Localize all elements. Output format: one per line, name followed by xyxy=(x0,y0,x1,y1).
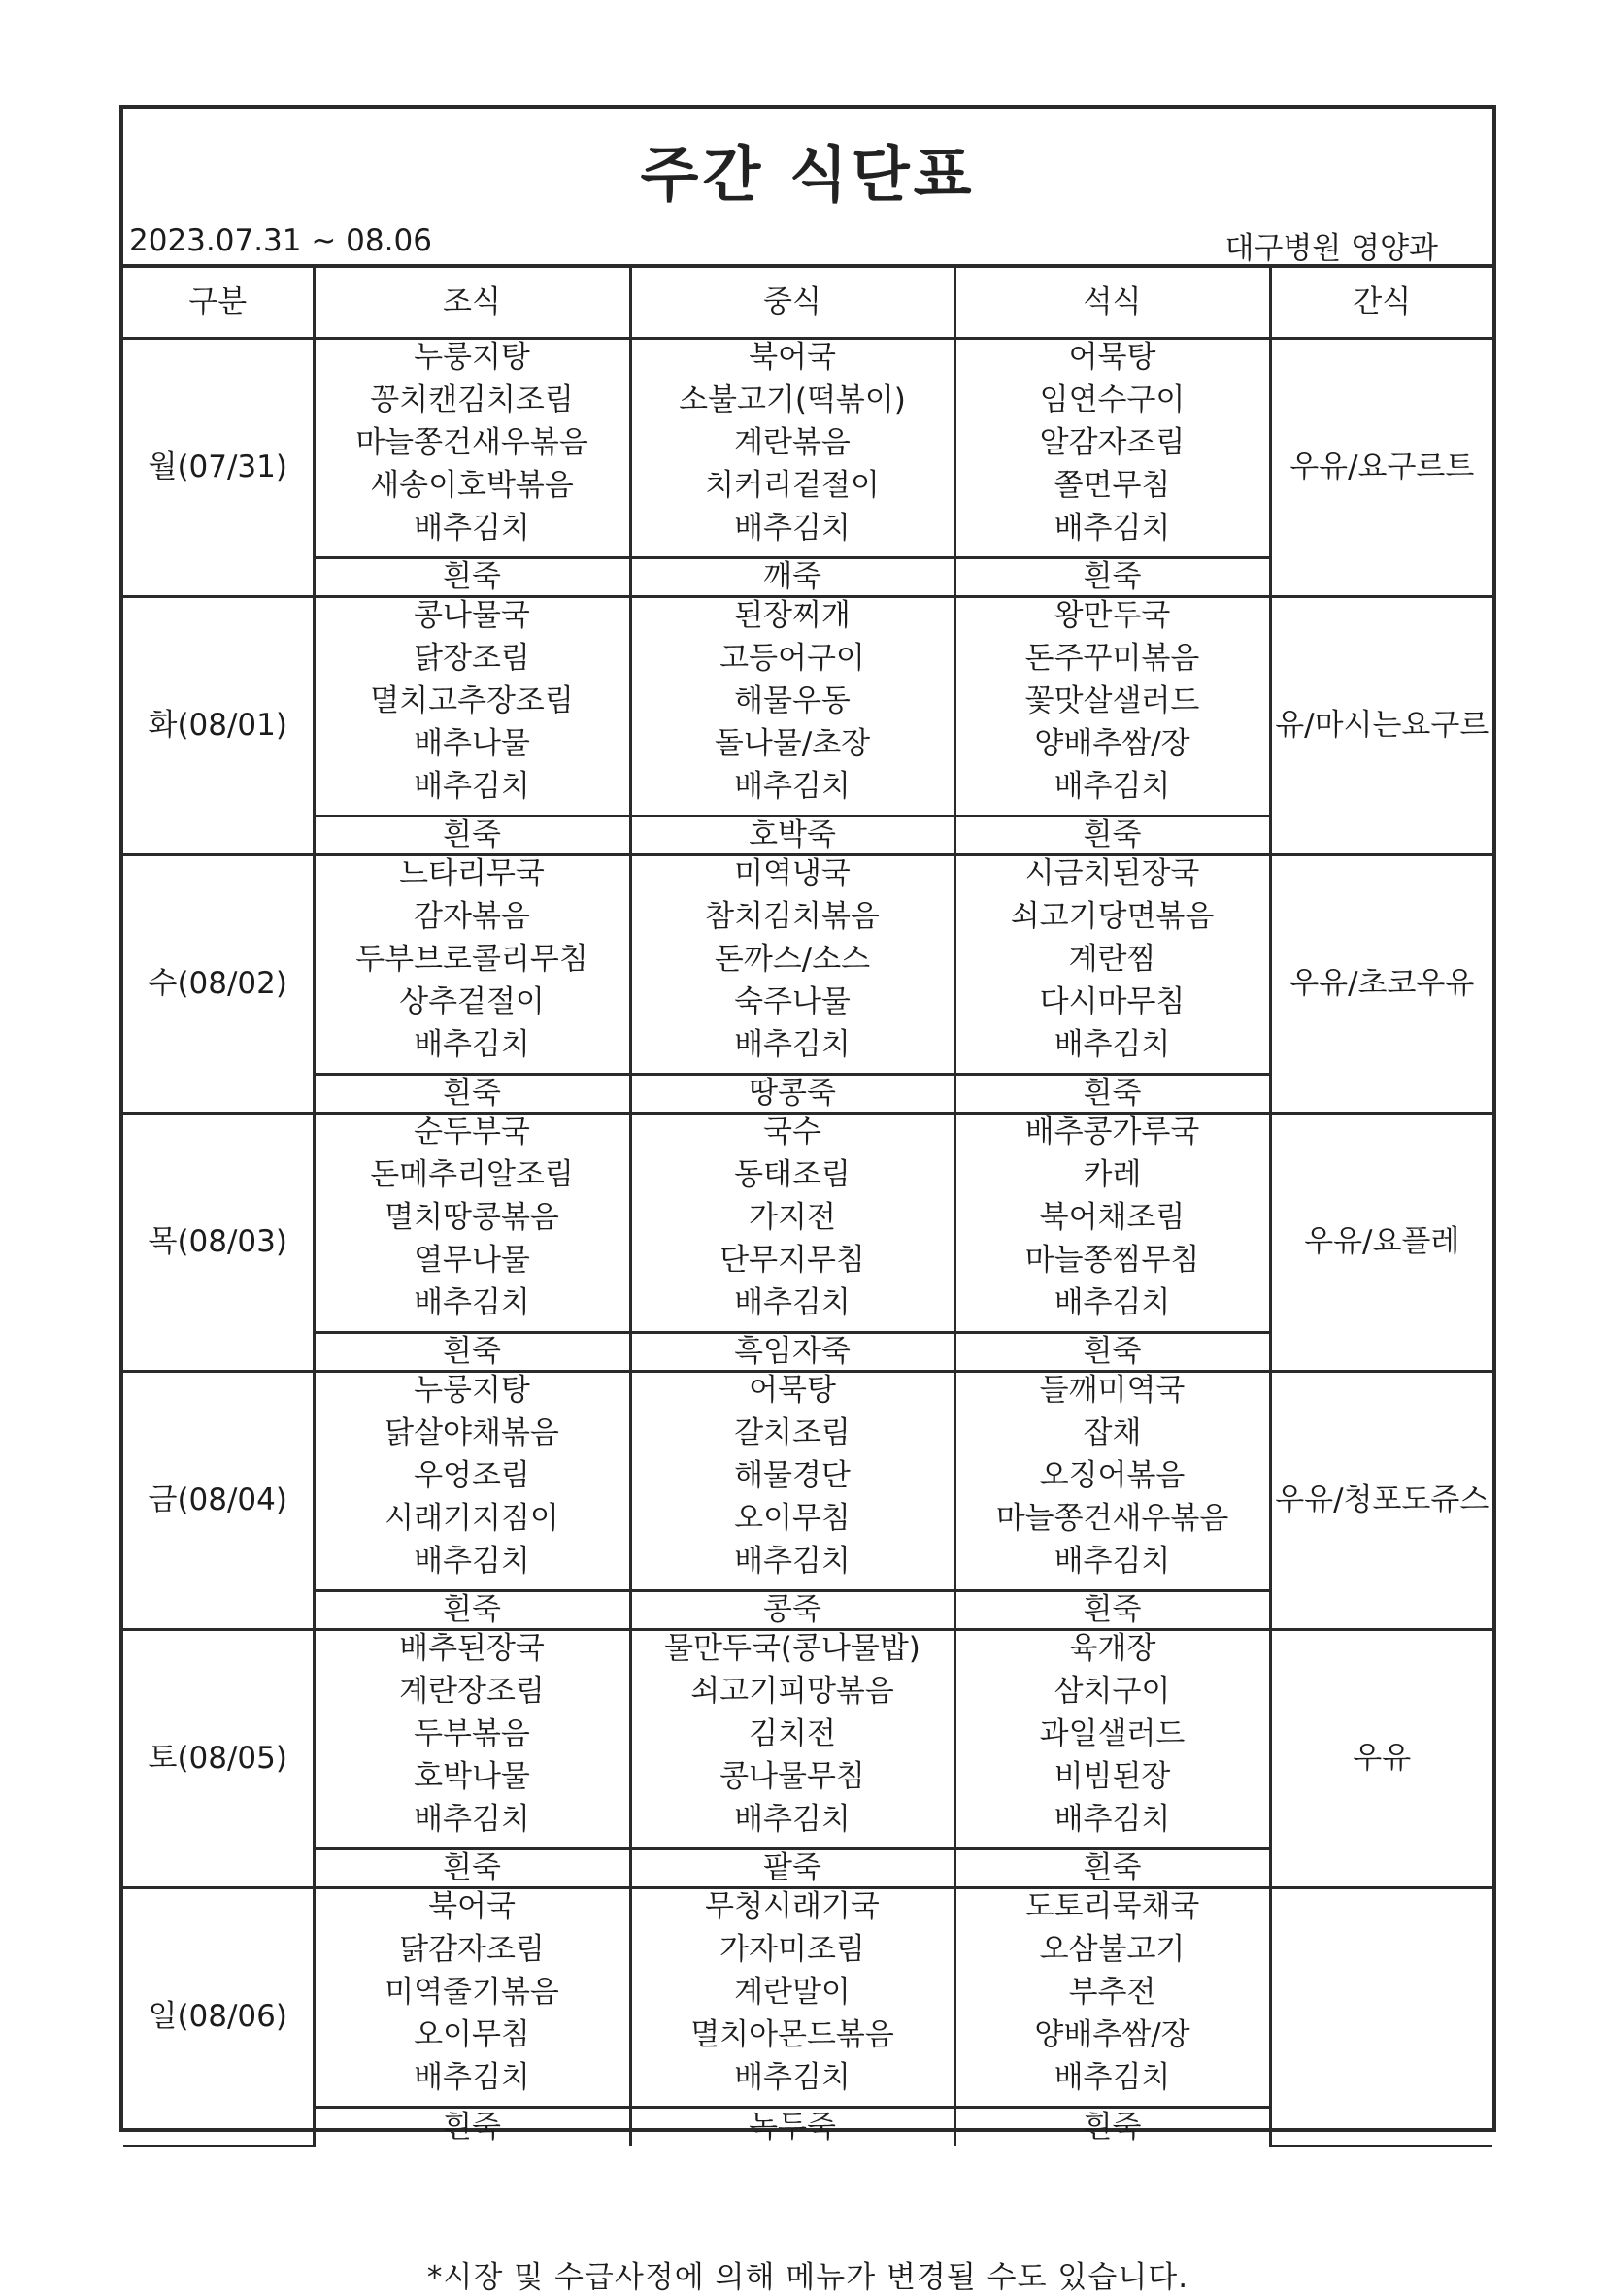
day-label: 일(08/06) xyxy=(123,1887,314,2146)
page-title: 주간 식단표 xyxy=(640,139,976,210)
lunch-cell xyxy=(630,1113,954,1332)
menu-item: 가지전 xyxy=(749,1200,836,1235)
menu-item: 마늘쫑찜무침 xyxy=(1024,1243,1200,1278)
menu-item: 배추나물 xyxy=(414,726,530,761)
menu-item: 잡채 xyxy=(1083,1415,1142,1450)
menu-item: 국수 xyxy=(763,1115,821,1149)
menu-item: 누룽지탕 xyxy=(414,340,530,375)
menu-item: 멸치고추장조림 xyxy=(370,683,574,718)
menu-item: 고등어구이 xyxy=(719,641,865,676)
menu-item: 배추김치 xyxy=(414,1802,530,1837)
dinner-cell xyxy=(954,596,1270,815)
header-lunch: 중식 xyxy=(630,266,954,338)
lunch-cell xyxy=(630,1887,954,2107)
menu-item: 쫄면무침 xyxy=(1054,468,1171,503)
lunch-cell xyxy=(630,854,954,1074)
menu-item: 계란찜 xyxy=(1068,942,1156,977)
menu-item: 해물우동 xyxy=(734,683,851,718)
menu-item: 배추김치 xyxy=(1054,1027,1171,1062)
porridge-cell: 흰죽 xyxy=(954,1074,1270,1113)
breakfast-cell xyxy=(314,1629,630,1848)
menu-item: 두부볶음 xyxy=(414,1716,530,1751)
menu-item: 도토리묵채국 xyxy=(1024,1889,1200,1924)
dinner-cell xyxy=(954,1113,1270,1332)
menu-item: 배추김치 xyxy=(734,1802,851,1837)
menu-item: 배추김치 xyxy=(734,1544,851,1579)
menu-item: 오이무침 xyxy=(734,1501,851,1536)
porridge-cell: 콩죽 xyxy=(630,1590,954,1629)
menu-item: 가자미조림 xyxy=(719,1932,865,1967)
menu-item: 김치전 xyxy=(749,1716,836,1751)
dinner-cell xyxy=(954,854,1270,1074)
header-dinner: 석식 xyxy=(954,266,1270,338)
menu-item: 오징어볶음 xyxy=(1039,1458,1186,1493)
porridge-cell: 땅콩죽 xyxy=(630,1074,954,1113)
lunch-cell xyxy=(630,1629,954,1848)
porridge-cell: 흰죽 xyxy=(314,1074,630,1113)
header-row xyxy=(123,266,1492,338)
day-label: 화(08/01) xyxy=(123,596,314,854)
menu-item: 왕만두국 xyxy=(1054,598,1171,633)
menu-item: 미역줄기볶음 xyxy=(385,1975,559,2010)
menu-item: 멸치아몬드볶음 xyxy=(690,2017,894,2052)
menu-item: 단무지무침 xyxy=(719,1243,865,1278)
menu-item: 배추김치 xyxy=(734,1285,851,1320)
menu-item: 느타리무국 xyxy=(399,856,545,891)
porridge-cell: 깨죽 xyxy=(630,557,954,596)
menu-item: 멸치땅콩볶음 xyxy=(385,1200,559,1235)
day-row xyxy=(123,1629,1492,1848)
menu-item: 부추전 xyxy=(1068,1975,1156,2010)
menu-item: 호박나물 xyxy=(414,1759,530,1794)
menu-item: 상추겉절이 xyxy=(399,984,545,1019)
menu-item: 배추김치 xyxy=(414,1285,530,1320)
menu-item: 계란말이 xyxy=(734,1975,851,2010)
porridge-cell: 흰죽 xyxy=(314,557,630,596)
menu-item: 배추김치 xyxy=(414,769,530,804)
porridge-cell: 흰죽 xyxy=(954,2107,1270,2146)
menu-item: 돈메추리알조림 xyxy=(370,1157,574,1192)
menu-item: 닭감자조림 xyxy=(399,1932,545,1967)
day-row xyxy=(123,596,1492,815)
menu-item: 비빔된장 xyxy=(1054,1759,1171,1794)
breakfast-cell xyxy=(314,1887,630,2107)
menu-item: 배추콩가루국 xyxy=(1024,1115,1200,1149)
day-label: 금(08/04) xyxy=(123,1371,314,1629)
menu-item: 된장찌개 xyxy=(734,598,851,633)
menu-item: 계란볶음 xyxy=(734,425,851,460)
day-row xyxy=(123,1371,1492,1590)
menu-item: 배추김치 xyxy=(734,769,851,804)
menu-item: 어묵탕 xyxy=(1068,340,1156,375)
dinner-cell xyxy=(954,1887,1270,2107)
menu-item: 닭장조림 xyxy=(414,641,530,676)
menu-item: 계란장조림 xyxy=(399,1674,545,1709)
day-label: 목(08/03) xyxy=(123,1113,314,1371)
header-snack: 간식 xyxy=(1270,266,1492,338)
menu-item: 배추김치 xyxy=(1054,1285,1171,1320)
snack-cell: 우유/요플레 xyxy=(1270,1113,1492,1371)
menu-item: 꽃맛살샐러드 xyxy=(1024,683,1200,718)
department-text: 대구병원 영양과 xyxy=(1224,231,1438,266)
porridge-cell: 호박죽 xyxy=(630,815,954,854)
menu-item: 오이무침 xyxy=(414,2017,530,2052)
menu-item: 카레 xyxy=(1083,1157,1142,1192)
header-breakfast: 조식 xyxy=(314,266,630,338)
period-text: 2023.07.31 ~ 08.06 xyxy=(129,223,432,258)
menu-item: 닭살야채볶음 xyxy=(385,1415,559,1450)
menu-item: 순두부국 xyxy=(414,1115,530,1149)
menu-item: 배추김치 xyxy=(1054,511,1171,546)
menu-item: 두부브로콜리무침 xyxy=(355,942,588,977)
breakfast-cell xyxy=(314,338,630,557)
day-row xyxy=(123,854,1492,1074)
day-row xyxy=(123,1887,1492,2107)
menu-item: 갈치조림 xyxy=(734,1415,851,1450)
lunch-cell xyxy=(630,596,954,815)
menu-item: 오삼불고기 xyxy=(1039,1932,1186,1967)
header-category: 구분 xyxy=(123,266,314,338)
porridge-cell: 팥죽 xyxy=(630,1848,954,1887)
breakfast-cell xyxy=(314,854,630,1074)
menu-item: 임연수구이 xyxy=(1039,383,1186,417)
menu-item: 들깨미역국 xyxy=(1039,1373,1186,1408)
menu-sheet xyxy=(119,105,1496,2295)
dinner-cell xyxy=(954,1371,1270,1590)
lunch-cell xyxy=(630,338,954,557)
porridge-cell: 흰죽 xyxy=(954,1848,1270,1887)
menu-item: 마늘쫑건새우볶음 xyxy=(995,1501,1229,1536)
menu-item: 배추김치 xyxy=(414,1027,530,1062)
snack-cell: 유/마시는요구르 xyxy=(1270,596,1492,854)
menu-item: 배추된장국 xyxy=(399,1631,545,1666)
menu-item: 북어채조림 xyxy=(1039,1200,1186,1235)
snack-cell: 우유 xyxy=(1270,1629,1492,1887)
snack-cell xyxy=(1270,1887,1492,2146)
dinner-cell xyxy=(954,338,1270,557)
menu-item: 과일샐러드 xyxy=(1039,1716,1186,1751)
menu-item: 돈주꾸미볶음 xyxy=(1024,641,1200,676)
menu-item: 쇠고기피망볶음 xyxy=(690,1674,894,1709)
footer-note: *시장 및 수급사정에 의해 메뉴가 변경될 수도 있습니다. xyxy=(426,2260,1189,2295)
menu-item: 배추김치 xyxy=(414,2060,530,2095)
porridge-cell: 흰죽 xyxy=(954,1590,1270,1629)
snack-cell: 우유/초코우유 xyxy=(1270,854,1492,1113)
menu-item: 시래기지짐이 xyxy=(385,1501,559,1536)
menu-item: 배추김치 xyxy=(1054,2060,1171,2095)
menu-item: 열무나물 xyxy=(414,1243,530,1278)
porridge-cell: 흰죽 xyxy=(954,557,1270,596)
menu-item: 참치김치볶음 xyxy=(705,899,880,934)
menu-item: 치커리겉절이 xyxy=(705,468,880,503)
breakfast-cell xyxy=(314,596,630,815)
menu-item: 배추김치 xyxy=(1054,769,1171,804)
menu-item: 알감자조림 xyxy=(1039,425,1186,460)
menu-item: 배추김치 xyxy=(734,2060,851,2095)
menu-item: 물만두국(콩나물밥) xyxy=(664,1631,920,1666)
menu-item: 돈까스/소스 xyxy=(714,942,871,977)
porridge-cell: 흰죽 xyxy=(314,1590,630,1629)
day-row xyxy=(123,338,1492,557)
menu-item: 다시마무침 xyxy=(1039,984,1186,1019)
menu-item: 시금치된장국 xyxy=(1024,856,1200,891)
menu-item: 마늘쫑건새우볶음 xyxy=(355,425,588,460)
menu-item: 새송이호박볶음 xyxy=(370,468,574,503)
menu-item: 양배추쌈/장 xyxy=(1034,2017,1190,2052)
menu-item: 북어국 xyxy=(428,1889,516,1924)
menu-item: 꽁치캔김치조림 xyxy=(370,383,574,417)
porridge-cell: 흰죽 xyxy=(314,1848,630,1887)
menu-item: 돌나물/초장 xyxy=(714,726,871,761)
porridge-cell: 흰죽 xyxy=(314,2107,630,2146)
menu-item: 쇠고기당면볶음 xyxy=(1010,899,1215,934)
menu-item: 우엉조림 xyxy=(414,1458,530,1493)
menu-item: 육개장 xyxy=(1068,1631,1156,1666)
menu-item: 배추김치 xyxy=(1054,1544,1171,1579)
day-label: 월(07/31) xyxy=(123,338,314,596)
menu-item: 배추김치 xyxy=(734,1027,851,1062)
porridge-cell: 흰죽 xyxy=(314,1332,630,1371)
day-row xyxy=(123,1113,1492,1332)
porridge-cell: 흰죽 xyxy=(954,1332,1270,1371)
porridge-cell: 흰죽 xyxy=(314,815,630,854)
porridge-cell: 흰죽 xyxy=(954,815,1270,854)
dinner-cell xyxy=(954,1629,1270,1848)
snack-cell: 우유/요구르트 xyxy=(1270,338,1492,596)
menu-item: 미역냉국 xyxy=(734,856,851,891)
menu-item: 동태조림 xyxy=(734,1157,851,1192)
porridge-cell: 녹두죽 xyxy=(630,2107,954,2146)
breakfast-cell xyxy=(314,1113,630,1332)
menu-item: 삼치구이 xyxy=(1054,1674,1171,1709)
menu-item: 콩나물국 xyxy=(414,598,530,633)
menu-item: 배추김치 xyxy=(414,1544,530,1579)
day-label: 수(08/02) xyxy=(123,854,314,1113)
menu-item: 숙주나물 xyxy=(734,984,851,1019)
menu-item: 해물경단 xyxy=(734,1458,851,1493)
menu-item: 소불고기(떡볶이) xyxy=(679,383,906,417)
menu-item: 감자볶음 xyxy=(414,899,530,934)
menu-item: 배추김치 xyxy=(1054,1802,1171,1837)
porridge-cell: 흑임자죽 xyxy=(630,1332,954,1371)
menu-item: 북어국 xyxy=(749,340,836,375)
breakfast-cell xyxy=(314,1371,630,1590)
lunch-cell xyxy=(630,1371,954,1590)
menu-item: 배추김치 xyxy=(734,511,851,546)
menu-item: 무청시래기국 xyxy=(705,1889,880,1924)
menu-item: 배추김치 xyxy=(414,511,530,546)
menu-item: 양배추쌈/장 xyxy=(1034,726,1190,761)
day-label: 토(08/05) xyxy=(123,1629,314,1887)
menu-item: 콩나물무침 xyxy=(719,1759,865,1794)
menu-table-body xyxy=(123,266,1492,2146)
menu-item: 누룽지탕 xyxy=(414,1373,530,1408)
snack-cell: 우유/청포도쥬스 xyxy=(1270,1371,1492,1629)
weekly-menu-table xyxy=(123,264,1492,2147)
menu-item: 어묵탕 xyxy=(749,1373,836,1408)
